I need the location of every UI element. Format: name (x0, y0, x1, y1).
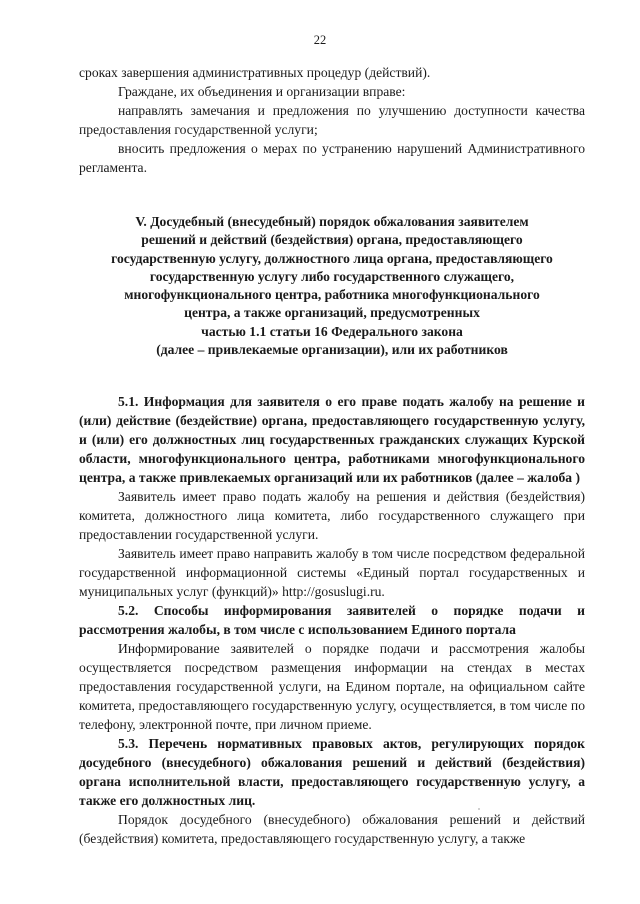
section-heading-line: (далее – привлекаемые организации), или их работников (156, 342, 508, 358)
paragraph: Порядок досудебного (внесудебного) обжалования решений и действий (бездействия) комитета, предоставляющего государственную услугу, а также (79, 812, 585, 847)
subsection-heading: 5.3. Перечень нормативных правовых актов, регулирующих порядок досудебного (внесудебного) обжалования решений и действий (бездействия) органа исполнительной власти, предоставляющего государственную услугу, а также его должностных лиц. (79, 736, 585, 809)
section-heading (79, 213, 585, 359)
section-heading-line: V. Досудебный (внесудебный) порядок обжалования заявителем (135, 214, 529, 229)
paragraph: Информирование заявителей о порядке подачи и рассмотрения жалобы осуществляется посредством размещения информации на стендах в местах предоставления государственной услуги, на Едином портале, на официальном сайте комитета, предоставляющего государственную услугу, осуществляется, в том числе по телефону, электронной почте, при личном приеме. (79, 641, 585, 733)
section-heading-line: решений и действий (бездействия) органа, предоставляющего (141, 232, 523, 248)
subsection-heading: 5.1. Информация для заявителя о его праве подать жалобу на решение и (или) действие (бездействие) органа, предоставляющего государственную услугу, и (или) его должностных лиц государственных гражданских служащих Курской области, многофункционального центра, работниками многофункционального центра, а также привлекаемых организаций или их работников (далее – жалоба ) (79, 394, 585, 486)
page-number: 22 (313, 33, 327, 47)
paragraph: Заявитель имеет право направить жалобу в том числе посредством федеральной государственной информационной системы «Единый портал государственных и муниципальных услуг (функций)» http://gosuslugi.ru. (79, 546, 585, 600)
paragraph: направлять замечания и предложения по улучшению доступности качества предоставления государственной услуги; (79, 103, 585, 137)
scan-speck (478, 808, 480, 810)
section-heading-line: государственную услугу либо государственного служащего, (149, 268, 515, 284)
section-heading-line: центра, а также организаций, предусмотренных (184, 305, 480, 321)
subsection-heading: 5.2. Способы информирования заявителей о порядке подачи и рассмотрения жалобы, в том числе с использованием Единого портала (79, 603, 585, 638)
section-heading-line: государственную услугу, должностного лица органа, предоставляющего (111, 250, 553, 266)
paragraph: вносить предложения о мерах по устранению нарушений Административного регламента. (79, 141, 585, 175)
section-heading-line: многофункционального центра, работника многофункционального (124, 287, 540, 303)
paragraph: сроках завершения административных процедур (действий). (79, 65, 431, 80)
section-heading-line: частью 1.1 статьи 16 Федерального закона (201, 323, 463, 339)
paragraph: Заявитель имеет право подать жалобу на решения и действия (бездействия) комитета, должностного лица комитета, либо государственного служащего при предоставлении государственной услуги. (79, 489, 585, 543)
paragraph: Граждане, их объединения и организации вправе: (118, 84, 406, 99)
document-body (79, 63, 585, 848)
